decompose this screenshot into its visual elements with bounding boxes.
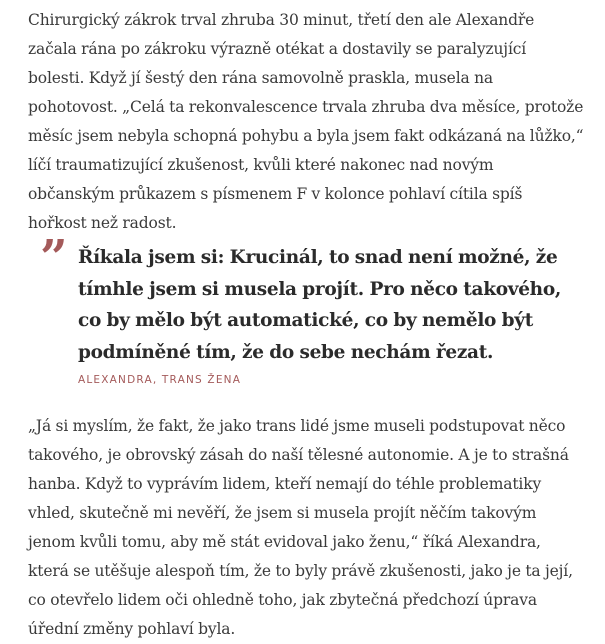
article-paragraph: Chirurgický zákrok trval zhruba 30 minut, třetí den ale Alexandře začala rána po zákroku výrazně otékat a dostavily se paralyzující bolesti. Když jí šestý den rána samovolně praskla, musela na pohotovost. „Celá ta rekonvalescence trvala zhruba dva měsíce, protože měsíc jsem nebyla schopná pohybu a byla jsem fakt odkázaná na lůžko,“ líčí traumatizující zkušenost, kvůli které nakonec nad novým občanským průkazem s písmenem F v kolonce pohlaví cítila spíš hořkost než radost. [28,11,584,232]
article-paragraph: „Já si myslím, že fakt, že jako trans lidé jsme museli podstupovat něco takového, je obrovský zásah do naší tělesné autonomie. A je to strašná hanba. Když to vyprávím lidem, kteří nemají do téhle problematiky vhled, skutečně mi nevěří, že jsem si musela projít něčím takovým jenom kvůli tomu, aby mě stát evidoval jako ženu,“ říká Alexandra, která se utěšuje alespoň tím, že to byly právě zkušenosti, jako je ta její, co otevřelo lidem oči ohledně toho, jak zbytečná předchozí úprava úřední změny pohlaví byla. [28,417,573,638]
quote-mark-icon: ” [40,230,68,286]
pull-quote-text: Říkala jsem si: Krucinál, to snad není možné, že tímhle jsem si musela projít. Pro něco takového, co by mělo být automatické, co by nemělo být podmíněné tím, že do sebe nechám řezat. [78,247,561,363]
pull-quote-author: ALEXANDRA, TRANS ŽENA [78,374,242,386]
